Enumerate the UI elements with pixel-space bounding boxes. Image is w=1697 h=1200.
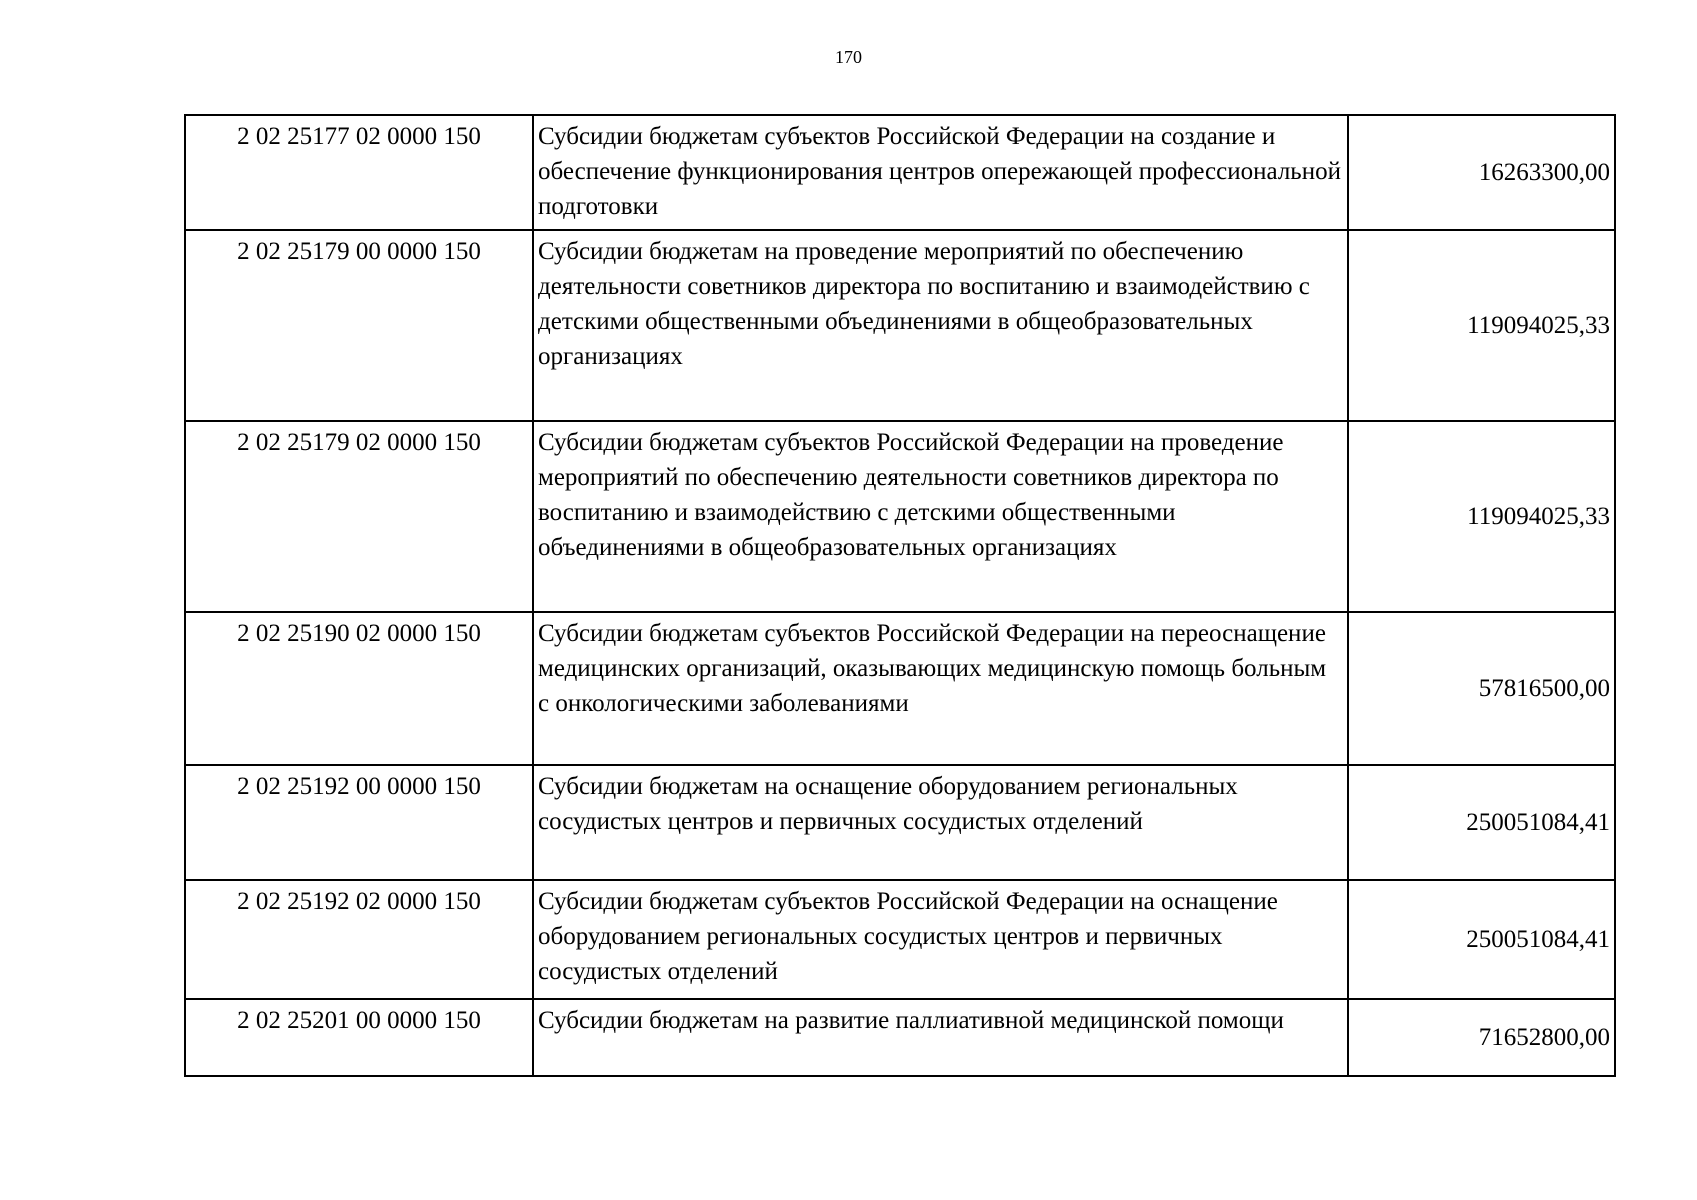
revenue-code-cell: 2 02 25192 00 0000 150 bbox=[185, 765, 533, 880]
revenue-name-cell: Субсидии бюджетам на развитие паллиативной медицинской помощи bbox=[533, 999, 1348, 1076]
revenue-code-cell: 2 02 25179 02 0000 150 bbox=[185, 421, 533, 612]
revenue-name-cell: Субсидии бюджетам субъектов Российской Федерации на оснащение оборудованием региональных сосудистых центров и первичных сосудистых отделений bbox=[533, 880, 1348, 999]
table-row bbox=[185, 999, 1615, 1076]
revenue-name-cell: Субсидии бюджетам на проведение мероприятий по обеспечению деятельности советников директора по воспитанию и взаимодействию с детскими общественными объединениями в общеобразовательных организациях bbox=[533, 230, 1348, 421]
revenue-code-cell: 2 02 25201 00 0000 150 bbox=[185, 999, 533, 1076]
revenue-name-cell: Субсидии бюджетам субъектов Российской Федерации на переоснащение медицинских организаций, оказывающих медицинскую помощь больным с онкологическими заболеваниями bbox=[533, 612, 1348, 765]
amount-cell: 250051084,41 bbox=[1348, 880, 1615, 999]
page-number: 170 bbox=[835, 47, 862, 67]
revenue-code-cell: 2 02 25179 00 0000 150 bbox=[185, 230, 533, 421]
amount-cell: 16263300,00 bbox=[1348, 115, 1615, 230]
revenue-name-cell: Субсидии бюджетам субъектов Российской Федерации на создание и обеспечение функционирования центров опережающей профессиональной подготовки bbox=[533, 115, 1348, 230]
table-row bbox=[185, 230, 1615, 421]
amount-cell: 250051084,41 bbox=[1348, 765, 1615, 880]
revenue-name-cell: Субсидии бюджетам субъектов Российской Федерации на проведение мероприятий по обеспечению деятельности советников директора по воспитанию и взаимодействию с детскими общественными объединениями в общеобразовательных организациях bbox=[533, 421, 1348, 612]
table-row bbox=[185, 880, 1615, 999]
table-row bbox=[185, 612, 1615, 765]
budget-revenue-table bbox=[184, 114, 1616, 1077]
amount-cell: 57816500,00 bbox=[1348, 612, 1615, 765]
amount-cell: 71652800,00 bbox=[1348, 999, 1615, 1076]
revenue-code-cell: 2 02 25192 02 0000 150 bbox=[185, 880, 533, 999]
revenue-name-cell: Субсидии бюджетам на оснащение оборудованием региональных сосудистых центров и первичных сосудистых отделений bbox=[533, 765, 1348, 880]
amount-cell: 119094025,33 bbox=[1348, 421, 1615, 612]
revenue-code-cell: 2 02 25190 02 0000 150 bbox=[185, 612, 533, 765]
amount-cell: 119094025,33 bbox=[1348, 230, 1615, 421]
revenue-code-cell: 2 02 25177 02 0000 150 bbox=[185, 115, 533, 230]
table-row bbox=[185, 115, 1615, 230]
table-row bbox=[185, 765, 1615, 880]
table-row bbox=[185, 421, 1615, 612]
